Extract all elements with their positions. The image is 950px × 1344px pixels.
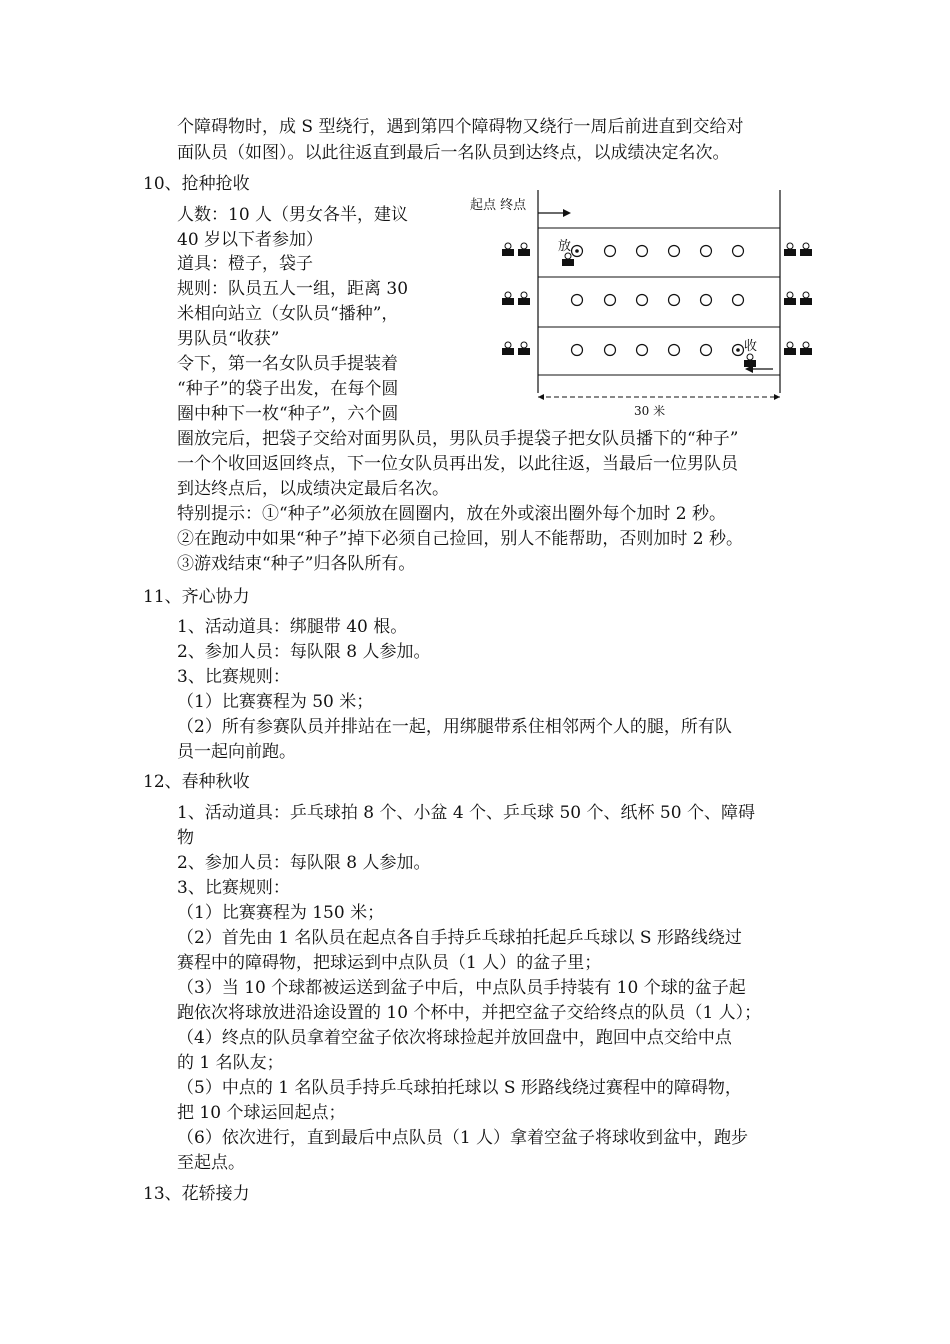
paragraph-line: 跑依次将球放进沿途设置的 10 个杯中，并把空盆子交给终点的队员（1 人）； [177, 1003, 762, 1023]
paragraph-line: （5）中点的 1 名队员手持乒乓球拍托球以 S 形路线绕过赛程中的障碍物， [177, 1078, 742, 1098]
circle-marker [605, 295, 616, 306]
section-heading-11: 11、齐心协力 [143, 587, 250, 607]
paragraph-line: 规则：队员五人一组，距离 30 [177, 279, 409, 299]
paragraph-line: （6）依次进行，直到最后中点队员（1 人）拿着空盆子将球收到盆中，跑步 [177, 1128, 749, 1148]
paragraph-line: 1、活动道具：乒乓球拍 8 个、小盆 4 个、乒乓球 50 个、纸杯 50 个、障碍 [177, 803, 755, 823]
collect-label: 收 [744, 339, 758, 354]
paragraph-line: 2、参加人员：每队限 8 人参加。 [177, 853, 431, 873]
paragraph-line: ②在跑动中如果“种子”掉下必须自己捡回，别人不能帮助，否则加时 2 秒。 [177, 529, 744, 549]
paragraph-line: 3、比赛规则： [177, 667, 290, 687]
player-icon [502, 342, 514, 355]
paragraph-line: 40 岁以下者参加） [177, 230, 324, 250]
paragraph-line: 面队员（如图）。以此往返直到最后一名队员到达终点，以成绩决定名次。 [177, 143, 730, 163]
section-heading-10: 10、抢种抢收 [143, 174, 250, 194]
paragraph-line: 1、活动道具：绑腿带 40 根。 [177, 617, 408, 637]
circle-marker [701, 345, 712, 356]
paragraph-line: （1）比赛赛程为 150 米； [177, 903, 385, 923]
paragraph-line: 3、比赛规则： [177, 878, 290, 898]
paragraph-line: 人数：10 人（男女各半，建议 [177, 205, 409, 225]
paragraph-line: （1）比赛赛程为 50 米； [177, 692, 374, 712]
section-heading-12: 12、春种秋收 [143, 772, 250, 792]
field-diagram [468, 185, 828, 425]
circle-marker [669, 246, 680, 257]
circle-marker [637, 246, 648, 257]
put-label: 放 [558, 239, 572, 254]
seed-dot [575, 249, 579, 253]
paragraph-line: 把 10 个球运回起点； [177, 1103, 346, 1123]
paragraph-line: （2）所有参赛队员并排站在一起，用绑腿带系住相邻两个人的腿，所有队 [177, 717, 732, 737]
player-icon [800, 342, 812, 355]
circle-marker [733, 246, 744, 257]
paragraph-line: （2）首先由 1 名队员在起点各自手持乒乓球拍托起乒乓球以 S 形路线绕过 [177, 928, 742, 948]
circle-marker [669, 295, 680, 306]
circle-marker [637, 345, 648, 356]
player-icon [784, 292, 796, 305]
player-icon [502, 243, 514, 256]
player-icon [784, 243, 796, 256]
paragraph-line: 圈放完后，把袋子交给对面男队员，男队员手提袋子把女队员播下的“种子” [177, 429, 739, 449]
circle-marker [605, 246, 616, 257]
paragraph-line: 个障碍物时，成 S 型绕行，遇到第四个障碍物又绕行一周后前进直到交给对 [177, 117, 744, 137]
circle-marker [669, 345, 680, 356]
player-icon [800, 292, 812, 305]
player-icon [800, 243, 812, 256]
paragraph-line: 道具：橙子，袋子 [177, 254, 313, 274]
section-heading-13: 13、花轿接力 [143, 1184, 250, 1204]
player-icon [518, 243, 530, 256]
circle-marker [733, 295, 744, 306]
paragraph-line: 一个个收回返回终点，下一位女队员再出发，以此往返，当最后一位男队员 [177, 454, 738, 474]
paragraph-line: 至起点。 [177, 1153, 245, 1173]
paragraph-line: 物 [177, 828, 194, 848]
paragraph-line: 米相向站立（女队员“播种”， [177, 304, 399, 324]
paragraph-line: ③游戏结束“种子”归各队所有。 [177, 554, 416, 574]
seed-dot [736, 348, 740, 352]
circle-marker [572, 345, 583, 356]
player-icon [562, 253, 574, 266]
paragraph-line: 2、参加人员：每队限 8 人参加。 [177, 642, 431, 662]
distance-label: 30 米 [634, 404, 666, 418]
player-icon [784, 342, 796, 355]
player-icon [502, 292, 514, 305]
circle-marker [701, 295, 712, 306]
circle-marker [605, 345, 616, 356]
paragraph-line: 员一起向前跑。 [177, 742, 296, 762]
start-end-label: 起点 终点 [470, 198, 527, 213]
player-icon [518, 342, 530, 355]
paragraph-line: 赛程中的障碍物，把球运到中点队员（1 人）的盆子里； [177, 953, 602, 973]
circle-marker [572, 295, 583, 306]
paragraph-line: （3）当 10 个球都被运送到盆子中后，中点队员手持装有 10 个球的盆子起 [177, 978, 746, 998]
player-icon [744, 354, 756, 367]
paragraph-line: （4）终点的队员拿着空盆子依次将球捡起并放回盘中，跑回中点交给中点 [177, 1028, 732, 1048]
paragraph-line: 特别提示：①“种子”必须放在圆圈内，放在外或滚出圈外每个加时 2 秒。 [177, 504, 727, 524]
circle-marker [637, 295, 648, 306]
paragraph-line: 男队员“收获” [177, 329, 280, 349]
paragraph-line: 的 1 名队友； [177, 1053, 284, 1073]
circle-markers [572, 246, 744, 356]
paragraph-line: “种子”的袋子出发，在每个圆 [177, 379, 399, 399]
player-icon [518, 292, 530, 305]
player-icons [502, 243, 812, 367]
paragraph-line: 圈中种下一枚“种子”，六个圆 [177, 404, 399, 424]
paragraph-line: 到达终点后，以成绩决定最后名次。 [177, 479, 449, 499]
paragraph-line: 令下，第一名女队员手提装着 [177, 354, 398, 374]
circle-marker [701, 246, 712, 257]
